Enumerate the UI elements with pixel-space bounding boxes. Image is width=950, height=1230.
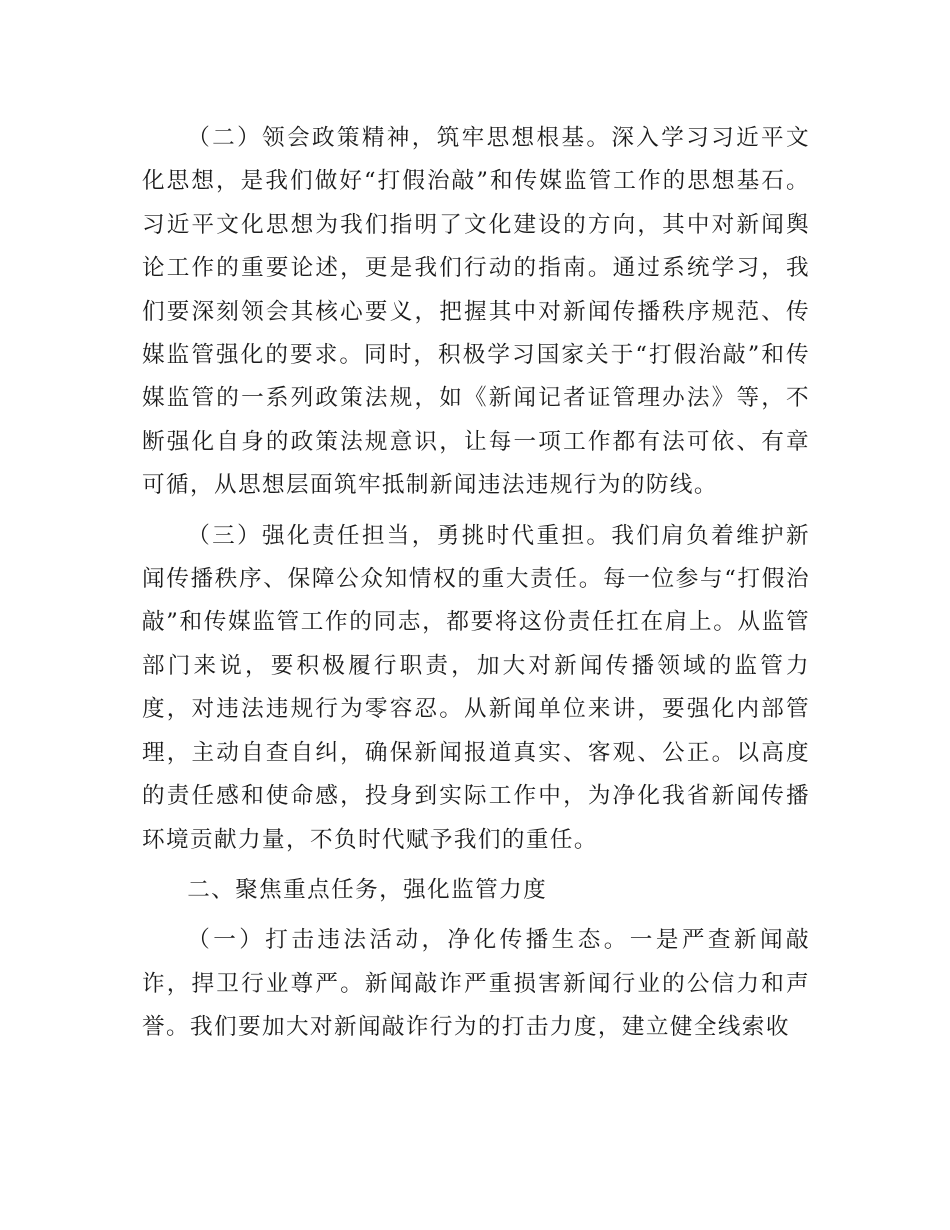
paragraph-policy-spirit: （二）领会政策精神，筑牢思想根基。深入学习习近平文化思想，是我们做好“打假治敲”和传媒监管工作的思想基石。习近平文化思想为我们指明了文化建设的方向，其中对新闻舆论工作的重要论述，更是我们行动的指南。通过系统学习，我们要深刻领会其核心要义，把握其中对新闻传播秩序规范、传媒监管强化的要求。同时，积极学习国家关于“打假治敲”和传媒监管的一系列政策法规，如《新闻记者证管理办法》等，不断强化自身的政策法规意识，让每一项工作都有法可依、有章可循，从思想层面筑牢抵制新闻违法违规行为的防线。	[142, 125, 810, 499]
paragraph-responsibility: （三）强化责任担当，勇挑时代重担。我们肩负着维护新闻传播秩序、保障公众知情权的重大责任。每一位参与“打假治敲”和传媒监管工作的同志，都要将这份责任扛在肩上。从监管部门来说，要积极履行职责，加大对新闻传播领域的监管力度，对违法违规行为零容忍。从新闻单位来讲，要强化内部管理，主动自查自纠，确保新闻报道真实、客观、公正。以高度的责任感和使命感，投身到实际工作中，为净化我省新闻传播环境贡献力量，不负时代赋予我们的重任。	[142, 522, 810, 853]
paragraph-crack-down: （一）打击违法活动，净化传播生态。一是严查新闻敲诈，捍卫行业尊严。新闻敲诈严重损害新闻行业的公信力和声誉。我们要加大对新闻敲诈行为的打击力度，建立健全线索收	[142, 927, 810, 1041]
section-heading: 二、聚焦重点任务，强化监管力度	[187, 876, 548, 903]
document-body	[142, 117, 810, 1057]
